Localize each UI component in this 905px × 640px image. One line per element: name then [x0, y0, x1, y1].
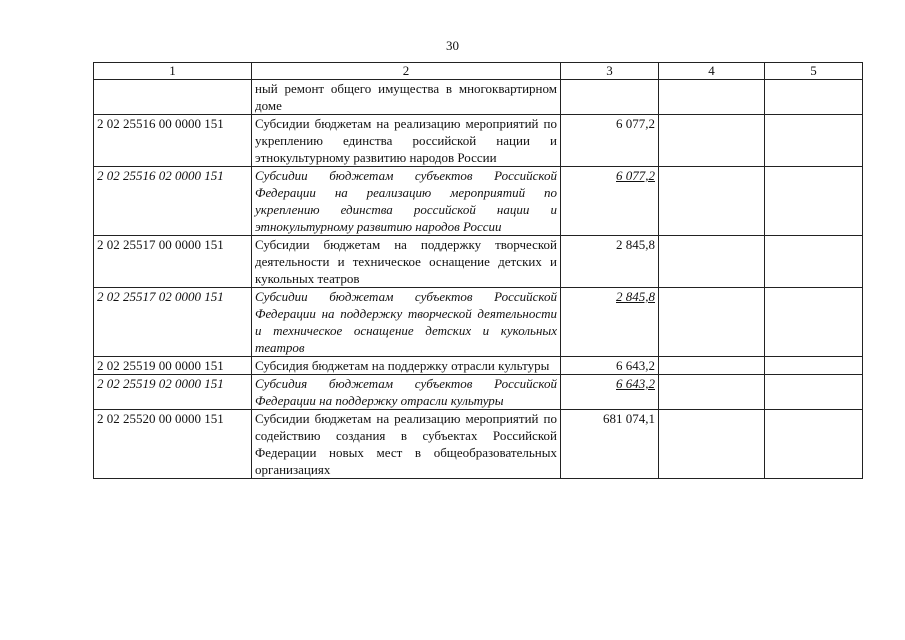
row-code: 2 02 25519 02 0000 151	[94, 375, 252, 410]
table-row	[94, 375, 863, 410]
row-code: 2 02 25517 00 0000 151	[94, 236, 252, 288]
row-description: Субсидия бюджетам на поддержку отрасли культуры	[252, 357, 561, 375]
row-code: 2 02 25519 00 0000 151	[94, 357, 252, 375]
budget-table	[93, 62, 863, 479]
col-header-3: 3	[561, 63, 659, 80]
row-col-5	[765, 410, 863, 479]
row-col-4	[659, 167, 765, 236]
table-row	[94, 80, 863, 115]
row-description: Субсидии бюджетам на реализацию мероприятий по укреплению единства российской нации и этнокультурному развитию народов России	[252, 115, 561, 167]
row-col-4	[659, 288, 765, 357]
table-row	[94, 288, 863, 357]
row-col-5	[765, 288, 863, 357]
col-header-5: 5	[765, 63, 863, 80]
row-amount: 2 845,8	[561, 236, 659, 288]
row-amount	[561, 80, 659, 115]
row-description: Субсидии бюджетам субъектов Российской Федерации на поддержку творческой деятельности и техническое оснащение детских и кукольных театров	[252, 288, 561, 357]
row-description: Субсидии бюджетам на реализацию мероприятий по содействию создания в субъектах Российской Федерации новых мест в общеобразовательных организациях	[252, 410, 561, 479]
row-description: Субсидия бюджетам субъектов Российской Федерации на поддержку отрасли культуры	[252, 375, 561, 410]
row-col-5	[765, 236, 863, 288]
row-col-4	[659, 236, 765, 288]
table-row	[94, 236, 863, 288]
table-row	[94, 167, 863, 236]
row-col-4	[659, 80, 765, 115]
row-col-4	[659, 357, 765, 375]
table-row	[94, 115, 863, 167]
row-code: 2 02 25516 02 0000 151	[94, 167, 252, 236]
row-col-5	[765, 80, 863, 115]
table-row	[94, 357, 863, 375]
row-col-4	[659, 115, 765, 167]
row-description: ный ремонт общего имущества в многоквартирном доме	[252, 80, 561, 115]
col-header-2: 2	[252, 63, 561, 80]
row-col-5	[765, 375, 863, 410]
row-col-5	[765, 115, 863, 167]
row-amount: 6 077,2	[561, 167, 659, 236]
row-amount: 6 643,2	[561, 357, 659, 375]
row-code: 2 02 25520 00 0000 151	[94, 410, 252, 479]
col-header-4: 4	[659, 63, 765, 80]
row-amount: 6 077,2	[561, 115, 659, 167]
row-col-5	[765, 357, 863, 375]
row-code	[94, 80, 252, 115]
page-number: 30	[446, 38, 459, 53]
row-col-5	[765, 167, 863, 236]
row-col-4	[659, 375, 765, 410]
row-amount: 6 643,2	[561, 375, 659, 410]
col-header-1: 1	[94, 63, 252, 80]
row-description: Субсидии бюджетам на поддержку творческой деятельности и техническое оснащение детских и кукольных театров	[252, 236, 561, 288]
table-row	[94, 410, 863, 479]
row-amount: 681 074,1	[561, 410, 659, 479]
row-code: 2 02 25516 00 0000 151	[94, 115, 252, 167]
row-amount: 2 845,8	[561, 288, 659, 357]
row-col-4	[659, 410, 765, 479]
header-row	[94, 63, 863, 80]
row-description: Субсидии бюджетам субъектов Российской Федерации на реализацию мероприятий по укреплению единства российской нации и этнокультурному развитию народов России	[252, 167, 561, 236]
row-code: 2 02 25517 02 0000 151	[94, 288, 252, 357]
